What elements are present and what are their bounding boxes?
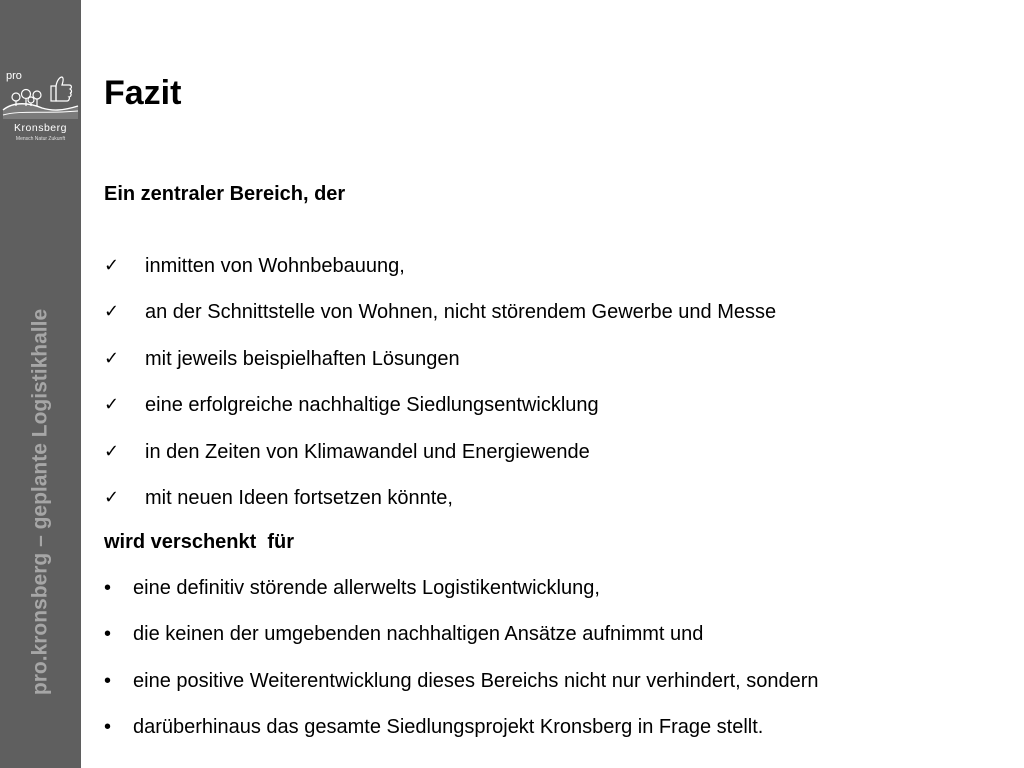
check-item-text: mit neuen Ideen fortsetzen könnte,	[145, 486, 453, 509]
pro-kronsberg-logo	[0, 66, 81, 148]
check-item-text: eine erfolgreiche nachhaltige Siedlungsentwicklung	[145, 394, 599, 417]
checkmark-icon: ✓	[104, 255, 120, 276]
check-item-text: inmitten von Wohnbebauung,	[145, 255, 405, 277]
bullet-item-text: darüberhinaus das gesamte Siedlungsprojekt Kronsberg in Frage stellt.	[133, 716, 764, 739]
sidebar	[0, 0, 81, 768]
bullet-item-text: eine definitiv störende allerwelts Logistikentwicklung,	[133, 577, 600, 599]
transition-heading: wird verschenkt für	[104, 531, 295, 553]
check-item-text: mit jeweils beispielhaften Lösungen	[145, 347, 460, 370]
bullet-icon: •	[104, 669, 112, 692]
bullet-item-text: die keinen der umgebenden nachhaltigen Ansätze aufnimmt und	[133, 623, 704, 646]
logo-tagline-text: Mensch Natur Zukunft	[15, 136, 66, 142]
slide-title: Fazit	[104, 74, 182, 112]
checkmark-icon: ✓	[104, 440, 120, 462]
logo-pro-text: pro	[6, 70, 22, 82]
check-item-text: an der Schnittstelle von Wohnen, nicht störendem Gewerbe und Messe	[145, 301, 777, 324]
checkmark-icon: ✓	[104, 301, 120, 323]
intro-heading: Ein zentraler Bereich, der	[104, 183, 346, 205]
bullet-icon: •	[104, 716, 112, 739]
sidebar-vertical-title: pro.kronsberg – geplante Logistikhalle	[28, 308, 52, 696]
bullet-icon: •	[104, 623, 112, 646]
bullet-item-text: eine positive Weiterentwicklung dieses Bereichs nicht nur verhindert, sondern	[133, 669, 819, 692]
checkmark-icon: ✓	[104, 347, 120, 369]
checkmark-icon: ✓	[104, 486, 120, 508]
bullet-icon: •	[104, 577, 112, 599]
checkmark-icon: ✓	[104, 394, 120, 416]
check-item-text: in den Zeiten von Klimawandel und Energiewende	[145, 440, 590, 463]
logo-name-text: Kronsberg	[14, 122, 67, 134]
